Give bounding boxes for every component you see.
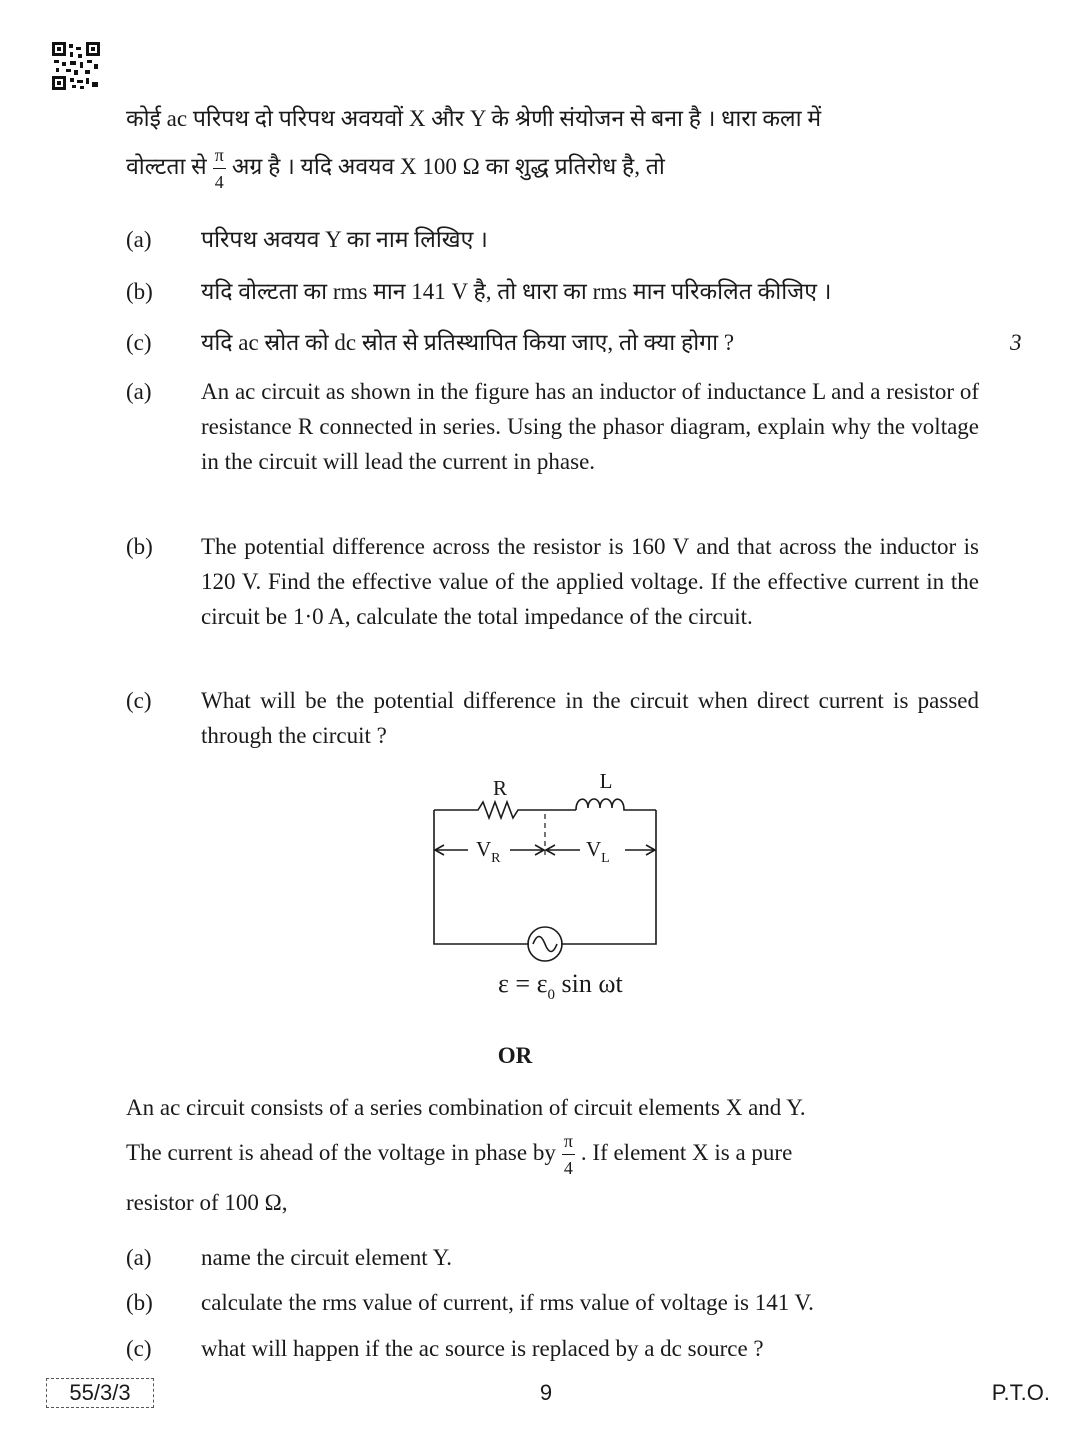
hindi-intro-line2-a: वोल्टता से <box>126 153 207 179</box>
page-number: 9 <box>539 1380 553 1405</box>
emf-equation: $\varepsilon = \varepsilon_0$ sin ωt <box>498 969 623 1003</box>
part-text: The potential difference across the resistor is 160 V and that across the inductor is 120 V. Find the effective value of the applied voltage. If the effective current in the circuit be 1·0 A, calculate the total impedance of the circuit. <box>201 534 979 629</box>
fraction-pi-over-4 <box>213 146 226 191</box>
alt-intro-line2-a: The current is ahead of the voltage in phase by <box>126 1139 556 1165</box>
vl-label: $V_L$ <box>586 837 610 866</box>
alt-intro-line2-b: . If element X is a pure <box>580 1139 793 1165</box>
part-label: (b) <box>126 534 153 559</box>
resistor-label: R <box>492 776 508 800</box>
inductor-label: L <box>599 769 613 793</box>
part-label: (a) <box>126 227 152 252</box>
part-text: what will happen if the ac source is replaced by a dc source ? <box>201 1336 764 1361</box>
part-label: (b) <box>126 1290 153 1315</box>
alt-intro-line3: resistor of 100 Ω, <box>126 1190 288 1215</box>
qr-code <box>52 42 100 90</box>
fraction-numerator: π <box>213 146 226 169</box>
hindi-intro-line1: कोई ac परिपथ दो परिपथ अवयवों X और Y के श्रेणी संयोजन से बना है । धारा कला में <box>126 106 822 131</box>
part-text: यदि ac स्रोत को dc स्रोत से प्रतिस्थापित किया जाए, तो क्या होगा ? <box>201 330 735 355</box>
part-label: (c) <box>126 688 152 713</box>
wire-right <box>561 810 656 944</box>
fraction-numerator: π <box>562 1132 575 1155</box>
hindi-intro-line2 <box>126 146 979 191</box>
part-text: calculate the rms value of current, if rms value of voltage is 141 V. <box>201 1290 814 1315</box>
vr-label: $V_R$ <box>476 837 501 866</box>
part-text: name the circuit element Y. <box>201 1245 452 1270</box>
fraction-denominator: 4 <box>563 1158 573 1178</box>
paper-code-box: 55/3/3 <box>46 1378 154 1408</box>
fraction-denominator: 4 <box>214 172 224 192</box>
part-label: (a) <box>126 1245 152 1270</box>
part-text: यदि वोल्टता का rms मान 141 V है, तो धारा का rms मान परिकलित कीजिए । <box>201 279 832 304</box>
pto-label: P.T.O. <box>991 1380 1050 1405</box>
wire-left <box>434 810 529 944</box>
wire-top-left <box>434 802 576 818</box>
fraction-pi-over-4 <box>562 1132 575 1177</box>
part-label: (b) <box>126 279 153 304</box>
alt-intro-line1: An ac circuit consists of a series combination of circuit elements X and Y. <box>126 1095 806 1120</box>
alt-intro-line2 <box>126 1132 979 1177</box>
part-text: परिपथ अवयव Y का नाम लिखिए । <box>201 227 488 252</box>
part-text: What will be the potential difference in the circuit when direct current is passed through the circuit ? <box>201 688 979 748</box>
or-separator: OR <box>497 1043 533 1068</box>
part-text: An ac circuit as shown in the figure has an inductor of inductance L and a resistor of resistance R connected in series. Using the phasor diagram, explain why the voltage in the circuit will lead the current in phase. <box>201 379 979 474</box>
hindi-intro-line2-b: अग्र है । यदि अवयव X 100 Ω का शुद्ध प्रतिरोध है, तो <box>231 153 665 179</box>
part-label: (c) <box>126 1336 152 1361</box>
rl-circuit-diagram <box>420 762 680 1012</box>
part-label: (a) <box>126 379 152 404</box>
sine-wave-icon <box>533 937 557 952</box>
part-label: (c) <box>126 330 152 355</box>
marks: 3 <box>1010 330 1022 355</box>
inductor-coil <box>576 799 656 810</box>
